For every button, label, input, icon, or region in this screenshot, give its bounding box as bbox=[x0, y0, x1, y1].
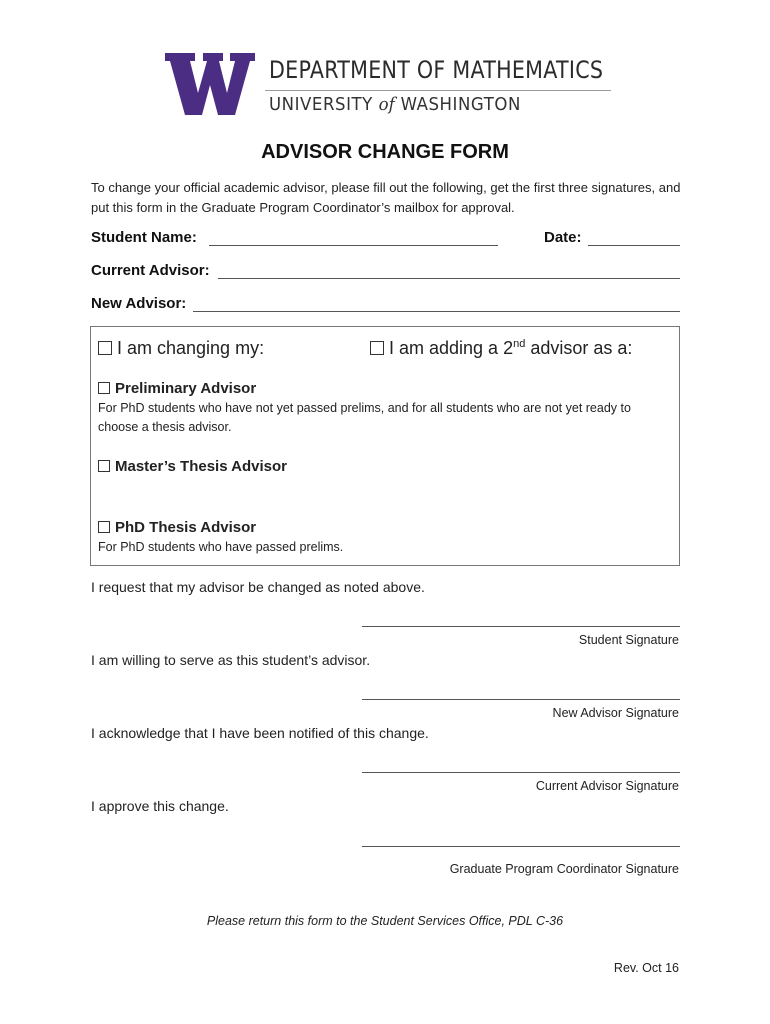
adding-option[interactable] bbox=[370, 338, 632, 359]
new-advisor-signature-label: New Advisor Signature bbox=[552, 706, 679, 720]
adding-checkbox[interactable] bbox=[370, 341, 384, 355]
coordinator-statement: I approve this change. bbox=[91, 798, 229, 814]
current-advisor-signature-line[interactable] bbox=[362, 772, 680, 773]
adding-label-post: advisor as a: bbox=[525, 338, 633, 358]
date-field[interactable] bbox=[588, 245, 680, 246]
changing-option[interactable] bbox=[98, 338, 264, 359]
adding-label-sup: nd bbox=[513, 338, 526, 350]
university-name-of: of bbox=[378, 94, 395, 115]
masters-title: Master’s Thesis Advisor bbox=[115, 458, 288, 475]
current-advisor-label: Current Advisor: bbox=[91, 262, 210, 279]
new-advisor-statement: I am willing to serve as this student’s advisor. bbox=[91, 652, 371, 668]
preliminary-checkbox[interactable] bbox=[98, 382, 110, 394]
phd-checkbox[interactable] bbox=[98, 521, 110, 533]
phd-option[interactable] bbox=[98, 519, 256, 536]
new-advisor-signature-line[interactable] bbox=[362, 699, 680, 700]
adding-label-pre: I am adding a 2 bbox=[389, 338, 514, 358]
new-advisor-label: New Advisor: bbox=[91, 295, 187, 312]
form-intro: To change your official academic advisor, please fill out the following, get the first three signatures, and put this form in the Graduate Program Coordinator’s mailbox for approval. bbox=[91, 180, 681, 215]
preliminary-description: For PhD students who have not yet passed prelims, and for all students who are not yet ready to choose a thesis advisor. bbox=[98, 401, 631, 434]
header-divider bbox=[265, 90, 611, 91]
student-signature-label: Student Signature bbox=[578, 633, 679, 647]
phd-title: PhD Thesis Advisor bbox=[115, 519, 257, 536]
letterhead bbox=[165, 50, 611, 120]
student-request-statement: I request that my advisor be changed as noted above. bbox=[91, 579, 425, 595]
form-title: ADVISOR CHANGE FORM bbox=[261, 141, 509, 163]
masters-option[interactable] bbox=[98, 458, 287, 475]
new-advisor-field[interactable] bbox=[193, 311, 680, 312]
phd-description: For PhD students who have passed prelims. bbox=[98, 540, 344, 554]
preliminary-title: Preliminary Advisor bbox=[115, 380, 257, 397]
coordinator-signature-line[interactable] bbox=[362, 846, 680, 847]
date-label: Date: bbox=[544, 229, 582, 246]
changing-checkbox[interactable] bbox=[98, 341, 112, 355]
university-name bbox=[269, 94, 521, 115]
preliminary-option[interactable] bbox=[98, 380, 256, 397]
return-instructions: Please return this form to the Student Services Office, PDL C-36 bbox=[206, 914, 564, 928]
student-name-label: Student Name: bbox=[91, 229, 197, 246]
revision-date: Rev. Oct 16 bbox=[613, 961, 679, 975]
student-name-field[interactable] bbox=[209, 245, 498, 246]
department-name: DEPARTMENT OF MATHEMATICS bbox=[269, 56, 604, 84]
current-advisor-signature-label: Current Advisor Signature bbox=[535, 779, 679, 793]
student-signature-line[interactable] bbox=[362, 626, 680, 627]
masters-checkbox[interactable] bbox=[98, 460, 110, 472]
advisor-type-box bbox=[90, 326, 680, 566]
current-advisor-statement: I acknowledge that I have been notified of this change. bbox=[91, 725, 429, 741]
coordinator-signature-label: Graduate Program Coordinator Signature bbox=[449, 862, 679, 876]
changing-label: I am changing my: bbox=[117, 338, 265, 358]
university-name-post: WASHINGTON bbox=[400, 94, 521, 115]
uw-w-logo bbox=[165, 53, 255, 115]
university-name-pre: UNIVERSITY bbox=[269, 94, 373, 115]
current-advisor-field[interactable] bbox=[218, 278, 680, 279]
